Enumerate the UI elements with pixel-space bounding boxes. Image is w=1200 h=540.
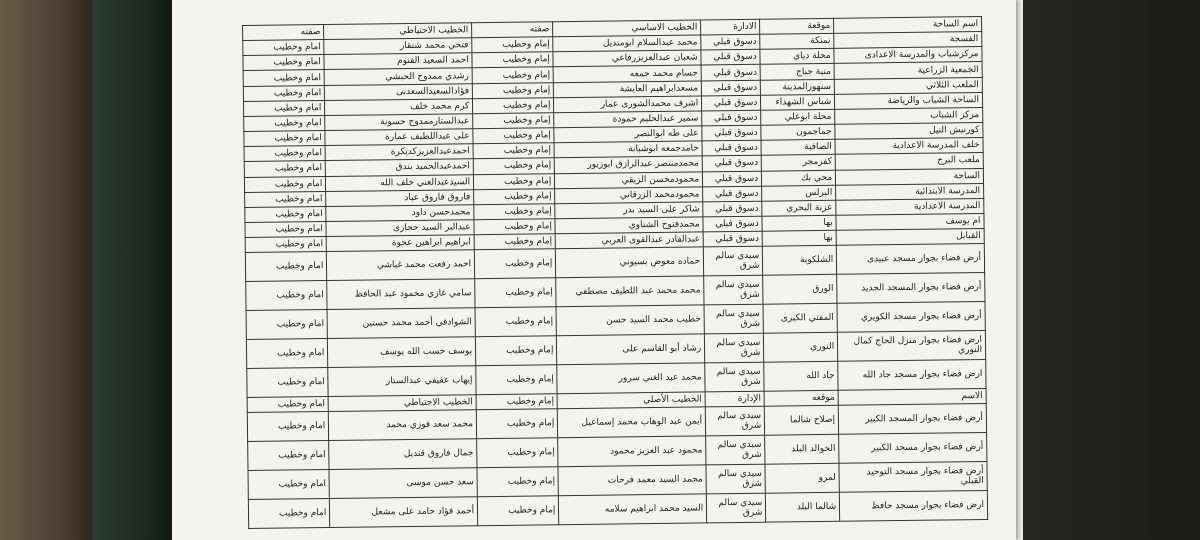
header-cell: صفته xyxy=(243,25,325,41)
place-name-cell: أرض فضاء بجوار مسجد الكبير xyxy=(839,433,987,464)
main-preacher-cell: اشرف محمدالشورى عمار xyxy=(554,96,702,113)
district-cell: دسوق قبلي xyxy=(702,140,761,156)
backup-role-cell: امام وخطيب xyxy=(243,55,325,71)
district-cell: دسوق قبلي xyxy=(701,65,760,81)
main-role-cell: إمام وخطيب xyxy=(476,394,557,410)
backup-preacher-cell: أحمد فؤاد حامد على مشعل xyxy=(330,497,478,528)
main-preacher-cell: رشاد أبو القاسم على xyxy=(557,334,705,365)
main-preacher-cell: خطيب محمد السيد حسن xyxy=(556,305,704,336)
backup-preacher-cell: كرم محمد خلف xyxy=(325,99,473,116)
main-preacher-cell: مسعدابراهيم العايشة xyxy=(554,81,702,98)
main-role-cell: إمام وخطيب xyxy=(476,409,558,439)
backup-role-cell: امام وخطيب xyxy=(244,146,326,162)
main-preacher-cell: على طه ابوالنصر xyxy=(554,126,702,143)
main-role-cell: إمام وخطيب xyxy=(474,249,556,279)
district-cell: دسوق قبلي xyxy=(703,216,762,232)
backup-role-cell: امام وخطيب xyxy=(244,115,326,131)
header-cell: موقعة xyxy=(760,18,834,34)
backup-preacher-cell: احمد رفعت محمد غباشي xyxy=(327,250,475,281)
location-cell: الورق xyxy=(763,275,837,305)
location-cell: المفتي الكبرى xyxy=(763,304,837,334)
district-cell: سيدي سالم شرق xyxy=(704,247,763,277)
district-cell: سيدي سالم شرق xyxy=(706,464,765,494)
main-preacher-cell: عبدالقادر عبدالقوى العربي xyxy=(556,232,704,249)
location-cell: سنهورالمدينة xyxy=(761,79,835,95)
backup-preacher-cell: الشوادفي أحمد محمد حسنين xyxy=(327,308,475,339)
main-role-cell: إمام وخطيب xyxy=(475,278,557,308)
main-preacher-cell: محمدفتوح الشناوي xyxy=(555,217,703,234)
backup-role-cell: امام وخطيب xyxy=(245,206,327,222)
main-preacher-cell: محمد السيد معمد فرحات xyxy=(558,465,706,496)
backup-preacher-cell: احمد السعيد القنوم xyxy=(324,53,472,70)
district-cell: دسوق قبلي xyxy=(701,50,760,66)
district-cell: دسوق قبلي xyxy=(703,231,762,247)
district-cell: دسوق قبلي xyxy=(701,34,760,50)
place-name-cell: أرض فضاء بجوار مسجد الكويري xyxy=(837,302,985,333)
main-preacher-cell: شاكر على السيد بدر xyxy=(555,202,703,219)
main-role-cell: إمام وخطيب xyxy=(472,67,553,83)
backup-preacher-cell: السيدعبدالغني خلف الله xyxy=(326,174,474,191)
place-name-cell: المدرسة الابتدائية xyxy=(836,183,984,200)
place-name-cell: ارض فضاء بجوار منزل الحاج كمال النوري xyxy=(838,331,986,362)
district-cell: سيدي سالم شرق xyxy=(704,304,763,334)
place-name-cell: ارض فضاء بجوار مسجد حافظ xyxy=(840,490,988,521)
main-preacher-cell: محمد عبدالسلام ابومنديل xyxy=(553,35,701,52)
main-role-cell: إمام وخطيب xyxy=(476,365,558,395)
backup-preacher-cell: جمال فاروق قنديل xyxy=(329,439,477,470)
district-cell: دسوق قبلي xyxy=(703,186,762,202)
backup-role-cell: امام وخطيب xyxy=(245,191,327,207)
main-preacher-cell: أيمن عبد الوهاب محمد إسماعيل xyxy=(558,407,706,438)
backup-role-cell: امام وخطيب xyxy=(243,70,325,86)
place-name-cell: مركزشباب والمدرسة الاعدادى xyxy=(834,47,982,64)
place-name-cell: الساحة xyxy=(836,168,984,185)
backup-role-cell: امام وخطيب xyxy=(244,176,326,192)
main-role-cell: إمام وخطيب xyxy=(472,82,553,98)
location-cell: الخوالد البلد xyxy=(765,434,839,464)
location-cell: بها xyxy=(762,215,836,231)
district-cell: سيدي سالم شرق xyxy=(705,406,764,436)
backup-preacher-cell: احمدعبدالحميد بندق xyxy=(326,159,474,176)
location-cell: النوري xyxy=(764,332,838,362)
main-preacher-cell: محمودمحسن الزيقي xyxy=(555,171,703,188)
district-cell: دسوق قبلي xyxy=(702,110,761,126)
location-cell: منية جناج xyxy=(760,64,834,80)
backup-preacher-cell: سعد حسن موسى xyxy=(329,468,477,499)
location-cell: محي بك xyxy=(762,170,836,186)
location-cell: موقعه xyxy=(764,390,838,406)
location-cell: الصافية xyxy=(761,140,835,156)
district-cell: سيدي سالم شرق xyxy=(705,333,764,363)
header-cell: الخطيب الاساسي xyxy=(553,20,701,37)
main-preacher-cell: الخطيب الأصلي xyxy=(557,392,705,409)
main-preacher-cell: السيد محمد ابراهيم سلامه xyxy=(559,494,707,525)
location-cell: محلة دياي xyxy=(760,49,834,65)
place-name-cell: مركز الشباب xyxy=(835,107,983,124)
district-cell: دسوق قبلي xyxy=(702,95,761,111)
backup-preacher-cell: احمدعبدالعزيزكديكرة xyxy=(325,144,473,161)
district-cell: دسوق قبلي xyxy=(702,156,761,172)
main-role-cell: إمام وخطيب xyxy=(476,336,558,366)
main-role-cell: إمام وخطيب xyxy=(474,173,555,189)
main-role-cell: إمام وخطيب xyxy=(474,188,555,204)
table-surface-right xyxy=(1020,0,1200,540)
main-role-cell: إمام وخطيب xyxy=(474,234,555,250)
place-name-cell: كورنيش النيل xyxy=(835,123,983,140)
main-role-cell: إمام وخطيب xyxy=(473,98,554,114)
backup-role-cell: امام وخطيب xyxy=(247,368,329,398)
location-cell: الشلكوبة xyxy=(763,246,837,276)
main-preacher-cell: سمير عبدالحليم حمودة xyxy=(554,111,702,128)
header-cell: الادارة xyxy=(701,19,760,35)
place-name-cell: الساحة الشباب والرياضة xyxy=(835,92,983,109)
backup-preacher-cell: عبدالبر السيد حجازى xyxy=(326,220,474,237)
backup-preacher-cell: يوسف حسب الله يوسف xyxy=(328,337,476,368)
place-name-cell: ملعب البرج xyxy=(835,153,983,170)
main-role-cell: إمام وخطيب xyxy=(475,307,557,337)
district-cell: سيدي سالم شرق xyxy=(706,435,765,465)
backup-role-cell: امام وخطيب xyxy=(243,100,325,116)
district-cell: سيدي سالم شرق xyxy=(704,275,763,305)
location-cell: محلة ابوعلي xyxy=(761,109,835,125)
backup-preacher-cell: فتحي محمد شنقار xyxy=(324,38,472,55)
main-preacher-cell: حامدجمعه ابوشبانة xyxy=(554,141,702,158)
backup-role-cell: امام وخطيب xyxy=(245,237,327,253)
backup-preacher-cell: عبدالستارممدوح حسونة xyxy=(325,114,473,131)
backup-preacher-cell: سامي غازي محمود عبد الحافظ xyxy=(327,279,475,310)
backup-preacher-cell: محمدحسن داود xyxy=(326,205,474,222)
backup-preacher-cell: الخطيب الاحتياطي xyxy=(328,395,476,412)
district-cell: دسوق قبلي xyxy=(702,125,761,141)
main-preacher-cell: محمد عبد الغني سرور xyxy=(557,363,705,394)
place-name-cell: الفسحة xyxy=(834,32,982,49)
location-cell: بها xyxy=(762,230,836,246)
location-cell: جاد الله xyxy=(764,361,838,391)
place-name-cell: الملعب الثلاثي xyxy=(834,77,982,94)
backup-role-cell: امام وخطيب xyxy=(247,397,329,413)
location-cell: جماجمون xyxy=(761,124,835,140)
backup-role-cell: امام وخطيب xyxy=(248,470,330,500)
header-cell: الخطيب الاحتياطي xyxy=(324,23,472,40)
main-preacher-cell: شعبان عبدالعزيزرفاعي xyxy=(553,50,701,67)
backup-role-cell: امام وخطيب xyxy=(245,222,327,238)
backup-role-cell: امام وخطيب xyxy=(247,412,329,442)
main-preacher-cell: حسام محمد جمعه xyxy=(553,65,701,82)
backup-preacher-cell: إيهاب عفيفي عبدالستار xyxy=(328,366,476,397)
backup-preacher-cell: ابراهيم ابراهين عجوة xyxy=(326,235,474,252)
document-page xyxy=(172,0,1016,540)
backup-role-cell: امام وخطيب xyxy=(246,281,328,311)
place-name-cell: ارض فضاء بجوار مسجد جاد الله xyxy=(838,360,986,391)
place-name-cell: ام يوسف xyxy=(836,214,984,231)
backup-role-cell: امام وخطيب xyxy=(244,161,326,177)
main-preacher-cell: محمدمنتصر عبدالرازق ابوزيور xyxy=(555,156,703,173)
location-cell: كفرمجر xyxy=(762,155,836,171)
district-cell: دسوق قبلي xyxy=(701,80,760,96)
main-preacher-cell: محمد محمد عبد اللطيف مصطفي xyxy=(556,276,704,307)
place-name-cell: القبابل xyxy=(836,229,984,246)
main-role-cell: إمام وخطيب xyxy=(474,204,555,220)
location-cell: عزبة البحري xyxy=(762,200,836,216)
district-cell: الإدارة xyxy=(705,391,764,407)
place-name-cell: الجمعية الزراعية xyxy=(834,62,982,79)
main-preacher-cell: حماده معوض بسيوني xyxy=(556,247,704,278)
main-role-cell: إمام وخطيب xyxy=(474,219,555,235)
place-name-cell: أرض فضاء بجوار المسجد الكبير xyxy=(838,404,986,435)
main-role-cell: إمام وخطيب xyxy=(473,158,554,174)
place-name-cell: المدرسة الاعدادية xyxy=(836,198,984,215)
location-cell: شالما البلد xyxy=(766,492,840,522)
place-name-cell: الاسم xyxy=(838,389,986,406)
main-preacher-cell: محمودمحمد الزرقاني xyxy=(555,187,703,204)
backup-role-cell: امام وخطيب xyxy=(243,40,325,56)
sermon-schedule-table xyxy=(242,16,988,529)
backup-role-cell: امام وخطيب xyxy=(245,252,327,282)
location-cell: إصلاح شالما xyxy=(765,405,839,435)
main-role-cell: إمام وخطيب xyxy=(473,143,554,159)
backup-role-cell: امام وخطيب xyxy=(246,339,328,369)
location-cell: لمرو xyxy=(765,463,839,493)
main-role-cell: إمام وخطيب xyxy=(477,467,559,497)
backup-preacher-cell: محمد سعد فوزي محمد xyxy=(329,410,477,441)
main-preacher-cell: محمود عبد العزيز محمود xyxy=(558,436,706,467)
main-role-cell: إمام وخطيب xyxy=(472,37,553,53)
backup-preacher-cell: رشدي ممدوح الحبشي xyxy=(324,68,472,85)
backup-preacher-cell: فاروق فاروق عياد xyxy=(326,189,474,206)
backup-role-cell: امام وخطيب xyxy=(246,310,328,340)
place-name-cell: أرض فضاء بجوار مسجد عبيدى xyxy=(836,244,984,275)
table-surface-left xyxy=(0,0,92,540)
main-role-cell: إمام وخطيب xyxy=(473,113,554,129)
backup-role-cell: امام وخطيب xyxy=(248,499,330,529)
main-role-cell: إمام وخطيب xyxy=(477,496,559,526)
place-name-cell: أرض فضاء بجوار مسجد التوحيد القبلي xyxy=(839,462,987,493)
backup-preacher-cell: فؤادالسعيدالسعدنى xyxy=(325,83,473,100)
folder-edge xyxy=(92,0,172,540)
place-name-cell: خلف المدرسة الاعدادية xyxy=(835,138,983,155)
location-cell: البرلس xyxy=(762,185,836,201)
main-role-cell: إمام وخطيب xyxy=(473,128,554,144)
district-cell: دسوق قبلي xyxy=(703,171,762,187)
district-cell: دسوق قبلي xyxy=(703,201,762,217)
district-cell: سيدي سالم شرق xyxy=(707,493,766,523)
header-cell: اسم الساحة xyxy=(834,17,982,34)
header-cell: صفته xyxy=(472,22,553,38)
place-name-cell: أرض فضاء بجوار المسجد الجديد xyxy=(837,273,985,304)
backup-role-cell: امام وخطيب xyxy=(243,85,325,101)
main-role-cell: إمام وخطيب xyxy=(472,52,553,68)
district-cell: سيدي سالم شرق xyxy=(705,362,764,392)
location-cell: نمنكة xyxy=(760,33,834,49)
backup-role-cell: امام وخطيب xyxy=(248,441,330,471)
main-role-cell: إمام وخطيب xyxy=(477,438,559,468)
backup-role-cell: امام وخطيب xyxy=(244,131,326,147)
backup-preacher-cell: على عبداللطيف عمارة xyxy=(325,129,473,146)
location-cell: شباس الشهداء xyxy=(761,94,835,110)
